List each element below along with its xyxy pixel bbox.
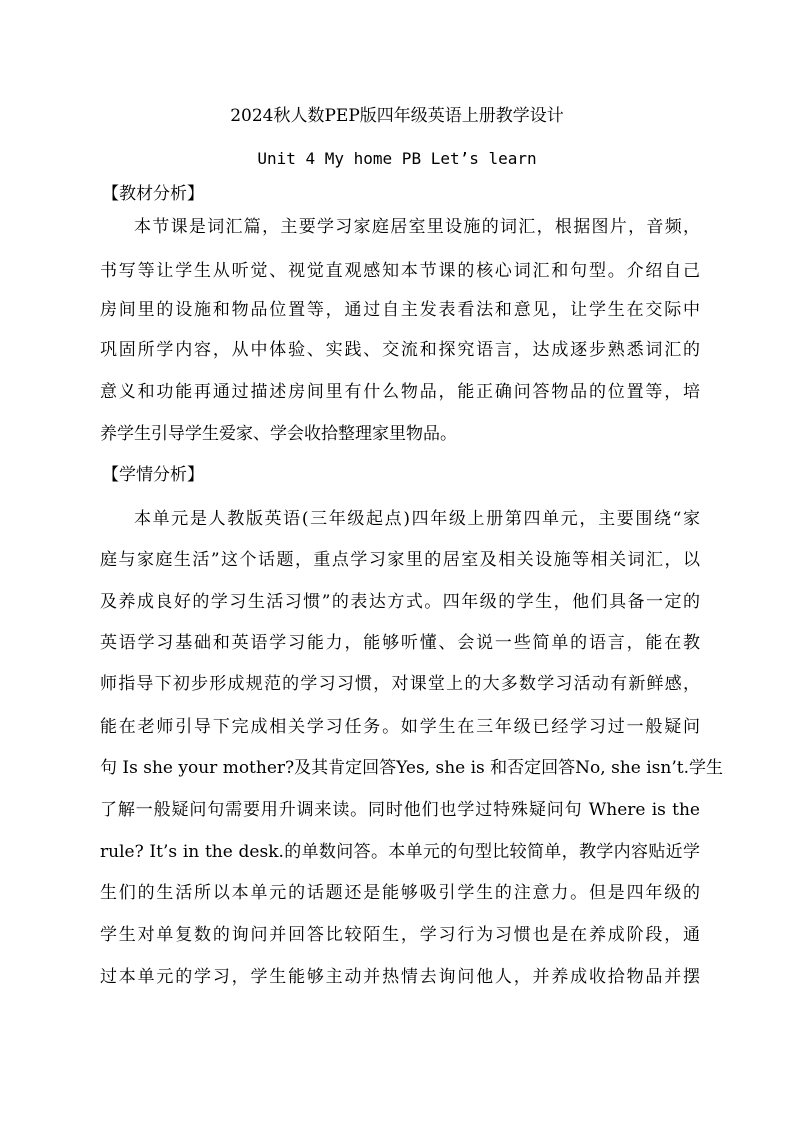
paragraph-line: 学生对单复数的询问并回答比较陌生，学习行为习惯也是在养成阶段，通	[100, 925, 700, 945]
paragraph-line: 句 Is she your mother?及其肯定回答Yes, she is 和否定回答No, she isn’t.学生	[100, 758, 723, 778]
paragraph-line: 书写等让学生从听觉、视觉直观感知本节课的核心词汇和句型。介绍自己	[100, 261, 700, 281]
paragraph-line: 庭与家庭生活”这个话题，重点学习家里的居室及相关设施等相关词汇，以	[100, 550, 700, 570]
section-heading-learner-analysis: 【学情分析】	[102, 465, 204, 485]
paragraph-line: 巩固所学内容，从中体验、实践、交流和探究语言，达成逐步熟悉词汇的	[100, 340, 700, 360]
paragraph-line: 了解一般疑问句需要用升调来读。同时他们也学过特殊疑问句 Where is the	[100, 800, 700, 820]
paragraph-line: 师指导下初步形成规范的学习习惯，对课堂上的大多数学习活动有新鲜感，	[100, 674, 700, 694]
paragraph-line: 及养成良好的学习生活习惯”的表达方式。四年级的学生，他们具备一定的	[100, 592, 700, 612]
paragraph-line: 养学生引导学生爱家、学会收拾整理家里物品。	[100, 424, 457, 444]
paragraph-line: 房间里的设施和物品位置等，通过自主发表看法和意见，让学生在交际中	[100, 300, 700, 320]
paragraph-line: 英语学习基础和英语学习能力，能够听懂、会说一些简单的语言，能在教	[100, 633, 700, 653]
paragraph-line: rule? It’s in the desk.的单数问答。本单元的句型比较简单，教学内容贴近学	[100, 842, 700, 862]
paragraph-line: 意义和功能再通过描述房间里有什么物品，能正确问答物品的位置等，培	[100, 382, 700, 402]
section-heading-textbook-analysis: 【教材分析】	[102, 184, 204, 204]
paragraph-line: 本节课是词汇篇，主要学习家庭居室里设施的词汇，根据图片，音频，	[134, 217, 700, 237]
paragraph-line: 过本单元的学习，学生能够主动并热情去询问他人，并养成收拾物品并摆	[100, 967, 700, 987]
document-title: 2024秋人数PEP版四年级英语上册教学设计	[230, 106, 564, 126]
paragraph-line: 本单元是人教版英语(三年级起点)四年级上册第四单元，主要围绕“家	[134, 509, 700, 529]
paragraph-line: 生们的生活所以本单元的话题还是能够吸引学生的注意力。但是四年级的	[100, 883, 700, 903]
paragraph-line: 能在老师引导下完成相关学习任务。如学生在三年级已经学习过一般疑问	[100, 717, 700, 737]
document-subtitle: Unit 4 My home PB Let’s learn	[257, 149, 537, 168]
